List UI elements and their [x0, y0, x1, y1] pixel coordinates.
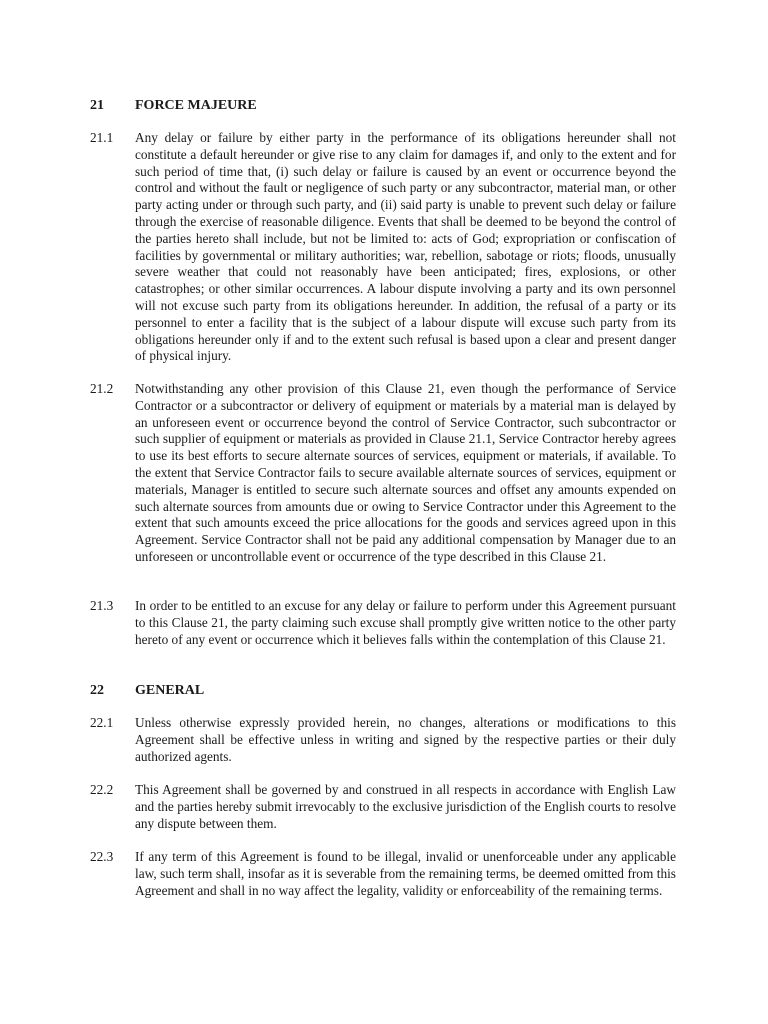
section-title: FORCE MAJEURE	[135, 98, 257, 113]
clause-text: Unless otherwise expressly provided herein, no changes, alterations or modifications to this Agreement shall be effective unless in writing and signed by the respective parties or their duly authorized agents.	[135, 715, 676, 764]
section-title: GENERAL	[135, 683, 205, 698]
clause-text: In order to be entitled to an excuse for any delay or failure to perform under this Agreement pursuant to this Clause 21, the party claiming such excuse shall promptly give written notice to the other party hereto of any event or occurrence which it believes falls within the contemplation of this Clause 21.	[135, 598, 676, 647]
section-number: 21	[90, 98, 104, 113]
section-number: 22	[90, 683, 104, 698]
clause-text: If any term of this Agreement is found to be illegal, invalid or unenforceable under any applicable law, such term shall, insofar as it is severable from the remaining terms, be deemed omitted from this Agreement and shall in no way affect the legality, validity or enforceability of the remaining terms.	[135, 849, 676, 898]
clause-number: 21.1	[90, 130, 114, 145]
clause-number: 21.3	[90, 598, 114, 613]
clause-text: Any delay or failure by either party in the performance of its obligations hereunder shall not constitute a default hereunder or give rise to any claim for damages if, and only to the extent and for such period of time that, (i) such delay or failure is caused by an event or occurrence beyond the control and without the fault or negligence of such party or any subcontractor, material man, or other party acting under or through such party, and (ii) said party is unable to prevent such delay or failure through the exercise of reasonable diligence. Events that shall be deemed to be beyond the control of the parties hereto shall include, but not be limited to: acts of God; expropriation or confiscation of facilities by governmental or military authorities; war, rebellion, sabotage or riots; floods, unusually severe weather that could not reasonably have been anticipated; fires, explosions, or other catastrophes; or other similar occurrences. A labour dispute involving a party and its own personnel will not excuse such party from its obligations hereunder. In addition, the refusal of a party or its personnel to enter a facility that is the subject of a labour dispute will excuse such party from its obligations hereunder only if and to the extent such refusal is based upon a clear and present danger of physical injury.	[135, 130, 676, 364]
clause-number: 22.3	[90, 849, 114, 864]
clause-number: 21.2	[90, 381, 114, 396]
clause-number: 22.1	[90, 715, 114, 730]
clause-text: Notwithstanding any other provision of this Clause 21, even though the performance of Service Contractor or a subcontractor or delivery of equipment or materials by a material man is delayed by an unforeseen event or occurrence beyond the control of Service Contractor, such subcontractor or such supplier of equipment or materials as provided in Clause 21.1, Service Contractor hereby agrees to use its best efforts to secure alternate sources of services, equipment or materials, if available. To the extent that Service Contractor fails to secure available alternate sources of services, equipment or materials, Manager is entitled to secure such alternate sources and offset any amounts expended on such alternate sources from amounts due or owing to Service Contractor under this Agreement to the extent that such amounts exceed the price allocations for the goods and services agreed upon in this Agreement. Service Contractor shall not be paid any additional compensation by Manager due to an unforeseen or uncontrollable event or occurrence of the type described in this Clause 21.	[135, 381, 676, 564]
clause-text: This Agreement shall be governed by and construed in all respects in accordance with English Law and the parties hereby submit irrevocably to the exclusive jurisdiction of the English courts to resolve any dispute between them.	[135, 782, 676, 831]
clause-number: 22.2	[90, 782, 114, 797]
